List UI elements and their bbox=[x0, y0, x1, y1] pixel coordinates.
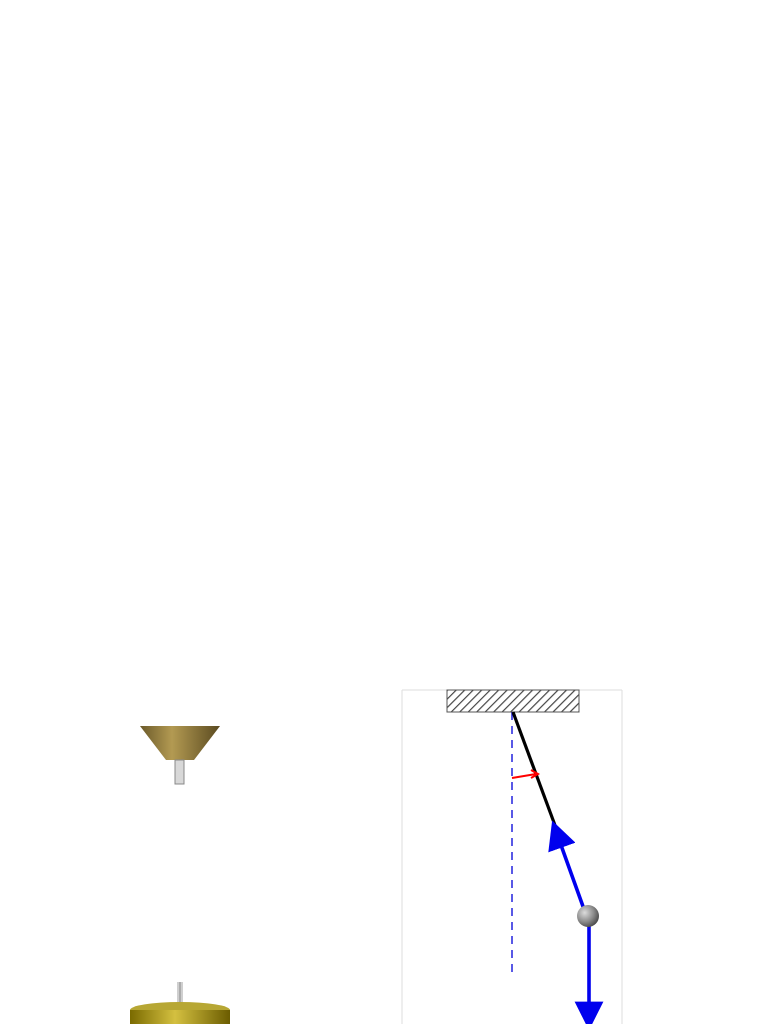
ceiling-support bbox=[447, 690, 579, 712]
hanger-cone-icon bbox=[140, 726, 220, 760]
tension-vector bbox=[557, 834, 585, 912]
pendulum-diagram bbox=[400, 686, 630, 1024]
spring-illustration bbox=[120, 720, 240, 1024]
pendulum-bob-icon bbox=[577, 905, 599, 927]
weight-icon bbox=[130, 1010, 230, 1024]
